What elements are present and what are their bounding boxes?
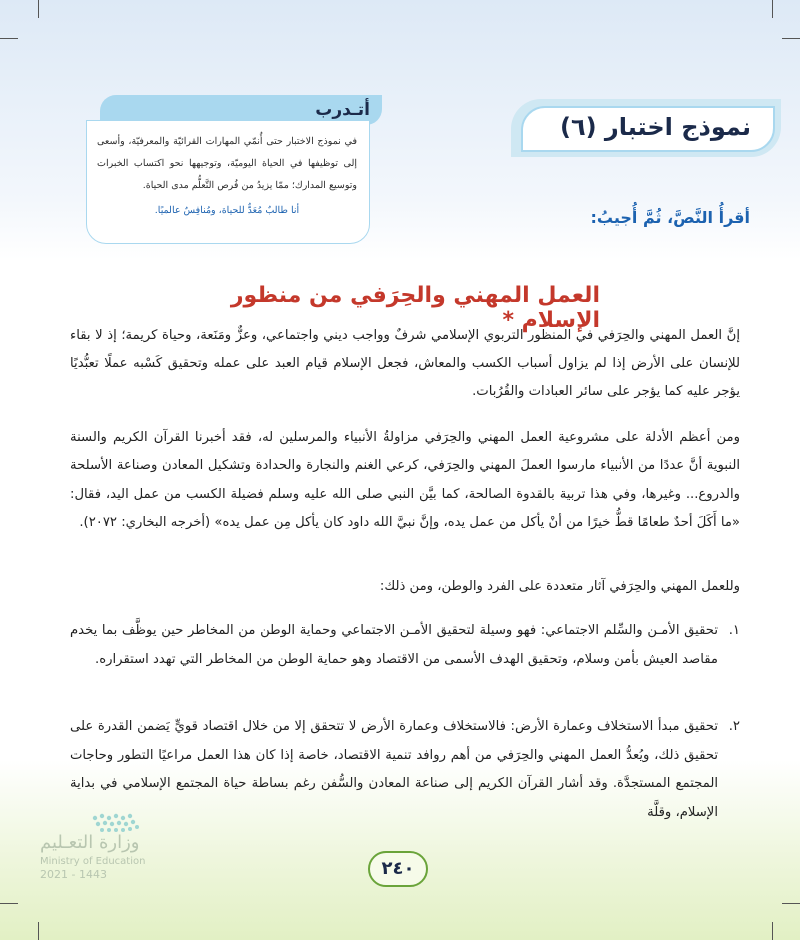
article-paragraph: وللعمل المهني والحِرَفي آثار متعددة على الفرد والوطن، ومن ذلك: [379, 579, 740, 594]
practice-box-title: أتـدرب [315, 100, 370, 120]
test-title: نموذج اختبار (٦) [559, 113, 751, 141]
list-text: تحقيق الأمـن والسِّلم الاجتماعي: فهو وسيلة لتحقيق الأمـن الاجتماعي وحماية الوطن من المخاطر حين يوظَّف بما يخدم مقاصد العيش بأمن وسلام، وتحقيق الهدف الأسمى من الاقتصاد وهو حماية الوطن من المخاطر التي تهدد استقراره. [70, 623, 718, 667]
crop-mark [0, 38, 18, 39]
crop-mark [782, 38, 800, 39]
list-text: تحقيق مبدأ الاستخلاف وعمارة الأرض: فالاستخلاف وعمارة الأرض لا تتحقق إلا من خلال اقتصاد قويٍّ يَضمن القدرة على تحقيق ذلك، ويُعدُّ العمل المهني والحِرَفي من أهم روافد تنمية الاقتصاد، خاصة إذا كان هذا العمل مراعيًا التطور وحاجات المجتمع المستجدَّة. وقد أشار القرآن الكريم إلى صناعة المعادن والسُّفن رغم بساطة حياة المجتمع الإسلامي في بداية الإسلام، وقلَّة [70, 719, 718, 820]
list-number: ١. [728, 623, 740, 638]
effects-list-item-1 [70, 617, 740, 674]
crop-mark [782, 903, 800, 904]
crop-mark [38, 0, 39, 18]
ministry-name-en: Ministry of Education [40, 856, 146, 867]
crop-mark [772, 0, 773, 18]
instruction: أقرأُ النَّصَّ، ثُمَّ أُجيبُ: [590, 208, 750, 227]
list-number: ٢. [728, 719, 740, 734]
page-number: ٢٤٠ [368, 851, 428, 887]
practice-box [86, 120, 370, 244]
ministry-name-ar: وزارة التعـليم [40, 832, 140, 853]
effects-list-item-2 [70, 713, 740, 827]
crop-mark [38, 922, 39, 940]
practice-box-motto: أنا طالبٌ مُعَدٌّ للحياة، ومُنافِسٌ عالميًا. [154, 205, 300, 216]
article-title: العمل المهني والحِرَفي من منظور الإسلام * [230, 283, 600, 333]
article-paragraph: ومن أعظم الأدلة على مشروعية العمل المهني والحِرَفي مزاولةُ الأنبياء والمرسلين له، فقد أخبرنا القرآن الكريم والسنة النبوية أنَّ عددًا من الأنبياء مارسوا العملَ المهني والحِرَفي، كرعي الغنم والنجارة والحدادة وتشكيل المعادن وصناعة الأسلحة والدروع... وغيرها، وفي هذا تربية بالقدوة الصالحة، كما بيَّن النبي صلى الله عليه وسلم فضيلة الكسب من عمل اليد، فقال: «ما أَكَلَ أحدٌ طعامًا قطُّ خيرًا من أنْ يأكل من عمل يده، وإنَّ نبيَّ الله داود كان يأكل مِن عمل يده» (أخرجه البخاري: ٢٠٧٢). [70, 430, 740, 531]
crop-mark [0, 903, 18, 904]
crop-mark [772, 922, 773, 940]
ministry-year: 2021 - 1443 [40, 868, 107, 881]
article-paragraph: إنَّ العمل المهني والحِرَفي في المنظور التربوي الإسلامي شرفٌ وواجب ديني واجتماعي، وعزٌّ ومَنَعة، وحياة كريمة؛ إذ لا بقاء للإنسان على الأرض إذا لم يزاول أسباب الكسب والمعاش، فجعل الإسلام قيام العبد على عمله وتحقيق كَسْبه عملًا تعبُّديًا يؤجر عليه كما يؤجر على سائر العبادات والقُرُبات. [70, 328, 740, 399]
practice-box-text: في نموذج الاختبار حتى أُنمّي المهارات القرائيّة والمعرفيّة، وأسعى إلى توظيفها في الحياة اليوميّة، وتوجيهها نحو اكتساب الخبرات وتوسيع المدارك؛ ممّا يزيدُ من فُرص التَّعلُّم مدى الحياة. [97, 136, 357, 191]
